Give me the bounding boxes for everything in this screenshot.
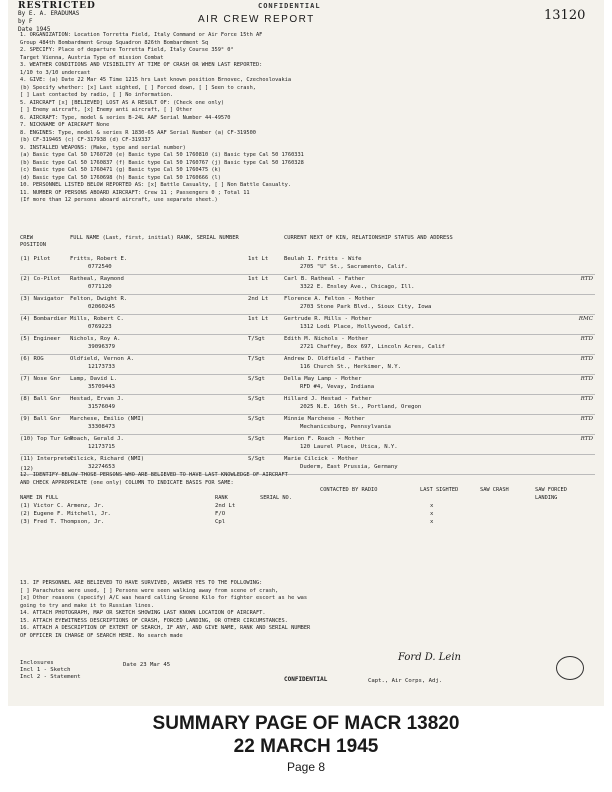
form-line: Group 484th Bombardment Group Squadron 826th Bombardment Sq <box>20 39 209 46</box>
handwritten-signature: Ford D. Lein <box>398 652 461 663</box>
enclosure-1: Incl 1 - Sketch <box>20 667 71 673</box>
crew-position: (7) Nose Gnr <box>20 376 61 382</box>
form-line: (a) Basic type Cal 50 1760720 (e) Basic type Cal 50 1760810 (i) Basic type Cal 50 1760331 <box>20 152 304 158</box>
col-serial: SERIAL NO. <box>260 495 292 501</box>
footer-lines <box>20 580 595 640</box>
crew-position: (1) Pilot <box>20 256 51 262</box>
crew-row <box>20 255 595 275</box>
last-sighted-mark: x <box>430 511 434 517</box>
witness-rank: F/O <box>215 511 226 517</box>
crew-serial: 31576049 <box>88 404 115 410</box>
next-of-kin-address: Mechanicsburg, Pennsylvania <box>300 424 391 430</box>
next-of-kin: Carl B. Ratheal - Father <box>284 276 365 282</box>
form-line: 3. WEATHER CONDITIONS AND VISIBILITY AT TIME OF CRASH OR WHEN LAST REPORTED: <box>20 62 263 68</box>
restricted-stamp: RESTRICTED <box>18 1 96 11</box>
crew-position: (8) Ball Gnr <box>20 396 61 402</box>
witness-name: (1) Victor C. Armenz, Jr. <box>20 503 105 509</box>
crew-row <box>20 435 595 455</box>
row-12-label: (12) <box>20 466 34 472</box>
witness-name: (2) Eugene F. Mitchell, Jr. <box>20 511 111 517</box>
ink-stamp-icon <box>556 656 584 680</box>
crew-name: Ratheal, Raymond <box>70 276 124 282</box>
crew-name: Marchese, Emilio (NMI) <box>70 416 145 422</box>
form-lines <box>20 32 595 205</box>
footer-line: [ ] Parachutes were used, [ ] Persons were seen walking away from scene of crash, <box>20 587 279 594</box>
next-of-kin: Gertrude R. Mills - Mother <box>284 316 372 322</box>
footer-line: 13. IF PERSONNEL ARE BELIEVED TO HAVE SURVIVED, ANSWER YES TO THE FOLLOWING: <box>20 580 263 586</box>
footer-line: [x] Other reasons (specify) A/C was heard calling Greene Kilo for fighter escort as he was <box>20 595 308 601</box>
header-block <box>18 2 96 34</box>
macr-number: 13120 <box>544 8 586 23</box>
caption-title: SUMMARY PAGE OF MACR 13820 <box>152 713 460 734</box>
form-line: [ ] Enemy aircraft, [x] Enemy anti aircraft, [ ] Other <box>20 107 193 113</box>
crew-serial: 12173733 <box>88 364 115 370</box>
next-of-kin-address: Duderm, East Prussia, Germany <box>300 464 398 470</box>
col-crash: SAW CRASH <box>480 487 509 493</box>
declassify-by-line: By E. A. ERADUMAS <box>18 10 80 17</box>
last-sighted-mark: x <box>430 503 434 509</box>
form-line: (d) Basic type Cal 50 1760698 (h) Basic type Cal 50 1760666 (l) <box>20 174 221 181</box>
form-title: AIR CREW REPORT <box>198 14 315 25</box>
section-12 <box>20 472 595 533</box>
crew-name: Lamp, David L. <box>70 376 118 382</box>
form-line: 10. PERSONNEL LISTED BELOW REPORTED AS: [x] Battle Casualty, [ ] Non Battle Casualty. <box>20 182 292 188</box>
last-sighted-mark: x <box>430 519 434 525</box>
crew-row <box>20 315 595 335</box>
crew-row <box>20 275 595 295</box>
handwritten-initials: RTD <box>580 276 593 282</box>
handwritten-initials: RTD <box>580 436 593 442</box>
crew-name: Oldfield, Vernon A. <box>70 356 134 362</box>
crew-name: Hestad, Ervan J. <box>70 396 124 402</box>
form-line: 9. INSTALLED WEAPONS: (Make, type and serial number) <box>20 144 186 151</box>
form-line: (b) CF-319465 (c) CF-317938 (d) CF-319337 <box>20 137 151 143</box>
next-of-kin-address: 3322 E. Ensley Ave., Chicago, Ill. <box>300 284 415 290</box>
enclosures <box>20 660 81 681</box>
next-of-kin: Minnie Marchese - Mother <box>284 416 365 422</box>
form-line: 11. NUMBER OF PERSONS ABOARD AIRCRAFT: Crew 11 ; Passengers 0 ; Total 11 <box>20 189 250 196</box>
witness-rank: Cpl <box>215 519 226 525</box>
col-full-name: FULL NAME (Last, first, initial) RANK, SERIAL NUMBER <box>70 235 239 241</box>
crew-rank: 1st Lt <box>248 316 269 322</box>
footer-line: OF OFFICER IN CHARGE OF SEARCH HERE. No search made <box>20 632 183 639</box>
crew-position: (9) Ball Gnr <box>20 416 61 422</box>
handwritten-initials: RTD <box>580 416 593 422</box>
crew-serial: 12173715 <box>88 444 115 450</box>
col-crew-position: CREW POSITION <box>20 235 46 248</box>
next-of-kin-address: 2721 Chaffey, Box 697, Lincoln Acres, Calif <box>300 344 445 350</box>
crew-row <box>20 295 595 315</box>
declassify-by-line-2: by F <box>18 18 33 25</box>
report-date: Date 23 Mar 45 <box>123 662 171 668</box>
crew-name: Nichols, Roy A. <box>70 336 121 342</box>
form-line: 5. AIRCRAFT [x] [BELIEVED] LOST AS A RESULT OF: (Check one only) <box>20 99 225 106</box>
next-of-kin: Hillard J. Hestad - Father <box>284 396 372 402</box>
classification-header: CONFIDENTIAL <box>258 2 321 10</box>
crew-name: Cilcick, Richard (NMI) <box>70 456 145 462</box>
form-line: 7. NICKNAME OF AIRCRAFT None <box>20 122 110 128</box>
crew-position: (3) Navigator <box>20 296 64 302</box>
form-line: [ ] Last contacted by radio, [ ] No information. <box>20 92 174 98</box>
handwritten-initials: RTD <box>580 336 593 342</box>
handwritten-initials: RMC <box>578 316 593 322</box>
crew-rank: S/Sgt <box>248 416 265 422</box>
crew-rank: S/Sgt <box>248 396 265 402</box>
section-12-rows <box>20 503 595 533</box>
form-line: (b) Basic type Cal 50 1760837 (f) Basic type Cal 50 1760767 (j) Basic type Cal 50 1760328 <box>20 159 304 166</box>
crew-position: (2) Co-Pilot <box>20 276 61 282</box>
declassify-date: Date 1945 <box>18 26 51 33</box>
enclosure-2: Incl 2 - Statement <box>20 674 81 680</box>
next-of-kin: Marie Cilcick - Mother <box>284 456 359 462</box>
signer-title: Capt., Air Corps, Adj. <box>368 678 443 684</box>
enclosures-label: Inclosures <box>20 660 54 666</box>
crew-rank: T/Sgt <box>248 356 265 362</box>
col-next-of-kin: CURRENT NEXT OF KIN, RELATIONSHIP STATUS AND ADDRESS <box>284 235 453 241</box>
footer-line: going to try and make it to Russian lines. <box>20 602 154 609</box>
crew-table <box>20 255 595 475</box>
form-line: (b) Specify whether: [x] Last sighted, [ ] Forced down, [ ] Seen to crash, <box>20 84 256 91</box>
next-of-kin-address: RFD #4, Vevay, Indiana <box>300 384 375 390</box>
handwritten-initials: RTD <box>580 356 593 362</box>
next-of-kin: Beulah I. Fritts - Wife <box>284 256 362 262</box>
crew-row <box>20 375 595 395</box>
footer-line: 15. ATTACH EYEWITNESS DESCRIPTIONS OF CRASH, FORCED LANDING, OR OTHER CIRCUMSTANCES. <box>20 617 288 624</box>
crew-row <box>20 355 595 375</box>
crew-name: Felton, Dwight R. <box>70 296 128 302</box>
crew-serial: 02060245 <box>88 304 115 310</box>
crew-rank: 1st Lt <box>248 276 269 282</box>
next-of-kin: Andrew D. Oldfield - Father <box>284 356 375 362</box>
col-radio: CONTACTED BY RADIO <box>320 487 378 493</box>
crew-row <box>20 395 595 415</box>
handwritten-initials: RTD <box>580 376 593 382</box>
next-of-kin: Della May Lamp - Mother <box>284 376 362 382</box>
col-landing: SAW FORCED LANDING <box>535 487 567 501</box>
witness-name: (3) Fred T. Thompson, Jr. <box>20 519 105 525</box>
next-of-kin: Edith M. Nichols - Mother <box>284 336 369 342</box>
section-12-intro-2: AND CHECK APPROPRIATE (one only) COLUMN TO INDICATE BASIS FOR SAME: <box>20 479 234 486</box>
next-of-kin: Florence A. Felton - Mother <box>284 296 375 302</box>
footer-line: 14. ATTACH PHOTOGRAPH, MAP OR SKETCH SHOWING LAST KNOWN LOCATION OF AIRCRAFT. <box>20 610 266 616</box>
form-line: (c) Basic type Cal 50 1760471 (g) Basic type Cal 50 1760475 (k) <box>20 167 221 173</box>
crew-serial: 35709443 <box>88 384 115 390</box>
form-line: 1. ORGANIZATION: Location Torretta Field, Italy Command or Air Force 15th AF <box>20 32 263 38</box>
crew-position: (5) Engineer <box>20 336 61 342</box>
crew-serial: 39096379 <box>88 344 115 350</box>
next-of-kin-address: 120 Laurel Place, Utica, N.Y. <box>300 444 398 450</box>
crew-name: Mills, Robert C. <box>70 316 124 322</box>
handwritten-initials: RTD <box>580 396 593 402</box>
form-line: 2. SPECIFY: Place of departure Torretta Field, Italy Course 359° 0° <box>20 47 234 53</box>
crew-position: (10) Top Tur Gnr <box>20 436 74 442</box>
section-12-intro: 12. IDENTIFY BELOW THOSE PERSONS WHO ARE BELIEVED TO HAVE LAST KNOWLEDGE OF AIRCRAFT <box>20 472 288 478</box>
crew-rank: S/Sgt <box>248 436 265 442</box>
next-of-kin-address: 2025 N.E. 16th St., Portland, Oregon <box>300 404 422 410</box>
crew-position: (4) Bombardier <box>20 316 68 322</box>
witness-rank: 2nd Lt <box>215 503 236 509</box>
crew-row <box>20 415 595 435</box>
caption-page: Page 8 <box>286 760 326 774</box>
crew-rank: 2nd Lt <box>248 296 269 302</box>
form-line: 8. ENGINES: Type, model & series R 1830-65 AAF Serial Number (a) CF-319500 <box>20 129 256 136</box>
next-of-kin-address: 116 Church St., Herkimer, N.Y. <box>300 364 402 370</box>
crew-position: (6) ROG <box>20 356 44 362</box>
crew-rank: S/Sgt <box>248 456 265 462</box>
crew-serial: 33308473 <box>88 424 115 430</box>
crew-serial: 32274653 <box>88 464 115 470</box>
form-line: 1/10 to 3/10 undercast <box>20 69 91 76</box>
next-of-kin: Marion F. Roach - Mother <box>284 436 365 442</box>
crew-serial: 0769223 <box>88 324 112 330</box>
next-of-kin-address: 2705 "U" St., Sacramento, Calif. <box>300 264 408 270</box>
crew-serial: 0772540 <box>88 264 112 270</box>
next-of-kin-address: 2703 Stone Park Blvd., Sioux City, Iowa <box>300 304 432 310</box>
form-line: Target Vienna, Austria Type of mission Combat <box>20 54 164 61</box>
form-line: 4. GIVE: (a) Date 22 Mar 45 Time 1215 hrs Last known position Brnovec, Czechoslovakia <box>20 77 292 83</box>
form-line: 6. AIRCRAFT: Type, model & series B-24L AAF Serial Number 44-49570 <box>20 114 231 121</box>
crew-name: Fritts, Robert E. <box>70 256 128 262</box>
crew-serial: 0771120 <box>88 284 112 290</box>
crew-rank: S/Sgt <box>248 376 265 382</box>
crew-rank: 1st Lt <box>248 256 269 262</box>
scanned-document <box>8 0 604 706</box>
col-name-in-full: NAME IN FULL <box>20 495 59 501</box>
caption-date: 22 MARCH 1945 <box>233 736 379 757</box>
col-sighted: LAST SIGHTED <box>420 487 459 493</box>
crew-name: Roach, Gerald J. <box>70 436 124 442</box>
next-of-kin-address: 1312 Lodi Place, Hollywood, Calif. <box>300 324 415 330</box>
footer-line: 16. ATTACH A DESCRIPTION OF EXTENT OF SEARCH, IF ANY, AND GIVE NAME, RANK AND SERIAL NUMBER <box>20 625 311 631</box>
classification-footer: CONFIDENTIAL <box>284 676 328 683</box>
col-rank: RANK <box>215 495 228 501</box>
crew-rank: T/Sgt <box>248 336 265 342</box>
form-line: (If more than 12 persons aboard aircraft, use separate sheet.) <box>20 197 218 203</box>
crew-position: (11) Interpreter <box>20 456 74 462</box>
crew-row <box>20 335 595 355</box>
